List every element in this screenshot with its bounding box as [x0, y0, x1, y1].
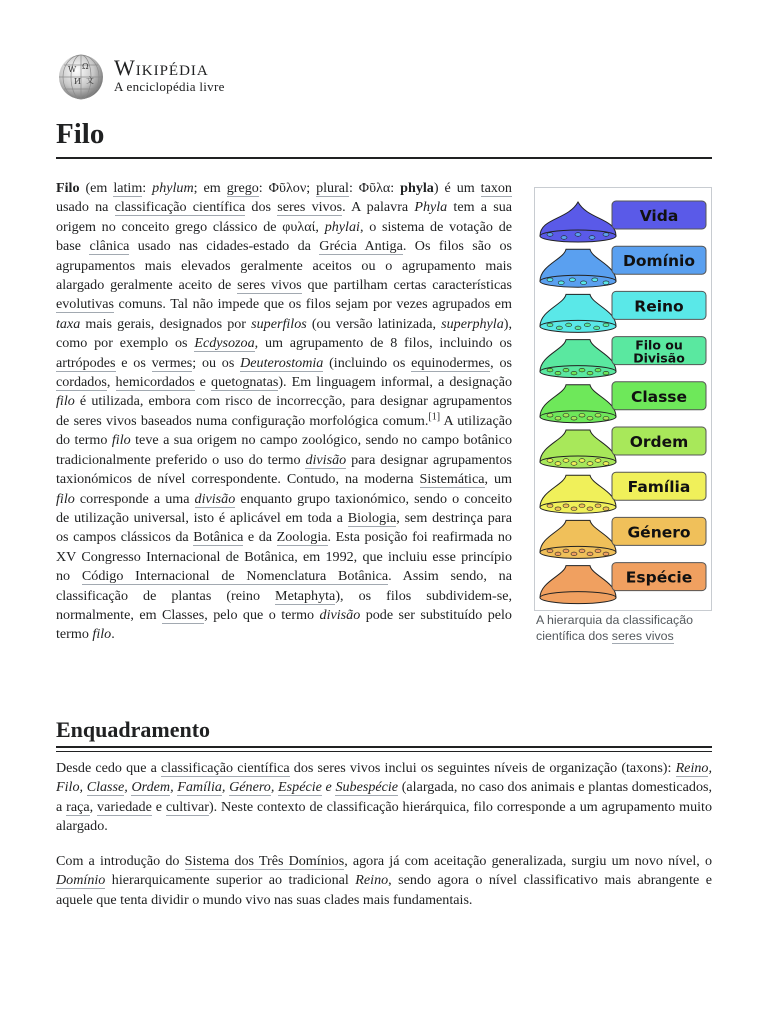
- seed-dot: [563, 549, 569, 553]
- seed-dot: [571, 417, 577, 421]
- seed-dot: [579, 504, 585, 508]
- link-deuterostomia[interactable]: Deuterostomia: [240, 354, 324, 371]
- section-paragraph-1: Desde cedo que a classificação científica dos seres vivos inclui os seguintes níveis de organização (taxons): Reino, Filo, Classe, Ordem, Família, Género, Espécie e Subespécie (alargada, no caso dos animais e plantas domesticados, a raça, variedade e cultivar). Neste contexto de classificação hierárquica, filo corresponde a um agrupamento muito alargado.: [56, 760, 713, 835]
- seed-dot: [575, 326, 581, 330]
- svg-text:文: 文: [86, 76, 94, 85]
- svg-text:W: W: [68, 65, 77, 74]
- seed-dot: [547, 414, 553, 418]
- link-ordem[interactable]: Ordem: [131, 779, 171, 796]
- seed-dot: [571, 507, 577, 511]
- link-classes[interactable]: Classes: [161, 606, 205, 623]
- link-classificacao-cientifica-2[interactable]: classificação científica: [161, 760, 290, 776]
- bell-base-especie: [540, 592, 616, 604]
- link-artropodes[interactable]: artrópodes: [56, 354, 116, 371]
- site-header: [56, 52, 716, 102]
- seed-dot: [603, 507, 609, 511]
- seed-dot: [584, 323, 590, 327]
- level-label-especie: Espécie: [625, 568, 693, 587]
- seed-dot: [556, 326, 562, 330]
- link-metaphyta[interactable]: Metaphyta: [275, 587, 336, 604]
- seed-dot: [571, 371, 577, 375]
- seed-dot: [603, 371, 609, 375]
- link-divisao[interactable]: divisão: [305, 451, 347, 468]
- level-label-genero: Género: [627, 523, 691, 542]
- level-label-filo-divisao: Filo ou: [635, 337, 683, 353]
- link-zoologia[interactable]: Zoologia: [276, 529, 328, 546]
- seed-dot: [587, 417, 593, 421]
- link-evolutivas[interactable]: evolutivas: [56, 296, 114, 313]
- link-taxon[interactable]: taxon: [480, 180, 512, 196]
- text-filo: Filo: [56, 779, 80, 796]
- seed-dot: [555, 462, 561, 466]
- level-label-ordem: Ordem: [629, 433, 689, 451]
- seed-dot: [547, 323, 553, 327]
- seed-dot: [558, 281, 564, 285]
- seed-dot: [603, 552, 609, 556]
- link-latim[interactable]: latim: [113, 180, 143, 196]
- seed-dot: [571, 552, 577, 556]
- link-genero[interactable]: Género: [229, 779, 271, 796]
- term-filo: Filo: [56, 180, 80, 196]
- link-raca[interactable]: raça: [66, 798, 90, 815]
- link-hemicordados[interactable]: hemicordados: [115, 374, 195, 391]
- site-name: Wikipédia: [114, 55, 209, 80]
- seed-dot: [581, 281, 587, 285]
- seed-dot: [563, 414, 569, 418]
- seed-dot: [587, 462, 593, 466]
- level-label-vida: Vida: [639, 207, 679, 225]
- link-seres-vivos[interactable]: seres vivos: [277, 199, 343, 216]
- link-divisao-2[interactable]: divisão: [194, 490, 236, 507]
- svg-text:И: И: [74, 77, 81, 86]
- seed-dot: [547, 278, 553, 282]
- seed-dot: [603, 233, 609, 237]
- link-quetognatas[interactable]: quetognatas: [211, 374, 279, 391]
- link-cultivar[interactable]: cultivar: [165, 798, 209, 815]
- link-classe[interactable]: Classe: [86, 779, 125, 796]
- wikipedia-globe-logo[interactable]: [56, 52, 106, 102]
- seed-dot: [594, 326, 600, 330]
- taxonomy-figure[interactable]: [534, 187, 712, 611]
- level-label-filo-divisao: Divisão: [633, 350, 685, 366]
- link-clanica[interactable]: clânica: [89, 238, 130, 255]
- link-seres-vivos-2[interactable]: seres vivos: [237, 277, 302, 294]
- seed-dot: [555, 552, 561, 556]
- seed-dot: [563, 459, 569, 463]
- link-grecia-antiga[interactable]: Grécia Antiga: [319, 238, 403, 255]
- reference-1[interactable]: [1]: [428, 411, 441, 423]
- intro-paragraph: Filo (em latim: phylum; em grego: Φῦλον; plural: Φῦλα: phyla) é um taxon usado na classificação científica dos seres vivos. A palavra Phyla tem a sua origem no conceito grego clássico de φυλαί, phylai, o sistema de votação de base clânica usado nas cidades-estado da Grécia Antiga. Os filos são os agrupamentos mais elevados geralmente aceitos ou o agrupamento mais alargado geralmente aceito de seres vivos que partilham certas características evolutivas comuns. Tal não impede que os filos sejam por vezes agrupados em taxa mais gerais, designados por superfilos (ou versão latinizada, superphyla), como por exemplo os Ecdysozoa, um agrupamento de 8 filos, incluindo os artrópodes e os vermes; ou os Deuterostomia (incluindo os equinodermes, os cordados, hemicordados e quetognatas). Em linguagem informal, a designação filo é utilizada, embora com risco de incorrecção, para designar agrupamentos de seres vivos baseados numa configuração morfológica comum.[1] A utilização do termo filo teve a sua origem no campo zoológico, sendo no campo botânico tradicionalmente preferido o uso do termo divisão para designar agrupamentos taxionómicos de nível correspondente. Contudo, na moderna Sistemática, um filo corresponde a uma divisão enquanto grupo taxionómico, sendo o conceito de utilização universal, isto é aplicável em toda a Biologia, sem destrinça para os campos clássicos da Botânica e da Zoologia. Esta posição foi reafirmada no XV Congresso Internacional de Botânica, em 1992, que incluiu esse princípio no Código Internacional de Nomenclatura Botânica. Assim sendo, na classificação de plantas (reino Metaphyta), os filos subdividem-se, normalmente, em Classes, pelo que o termo divisão pode ser substituído pelo termo filo.: [56, 180, 513, 643]
- seed-dot: [587, 507, 593, 511]
- seed-dot: [587, 552, 593, 556]
- seed-dot: [579, 459, 585, 463]
- seed-dot: [555, 417, 561, 421]
- seed-dot: [603, 323, 609, 327]
- seed-dot: [547, 368, 553, 372]
- link-classificacao-cientifica[interactable]: classificação científica: [114, 199, 246, 216]
- link-dominio[interactable]: Domínio: [56, 872, 106, 889]
- section-heading-enquadramento: Enquadramento: [56, 716, 712, 748]
- link-plural[interactable]: plural: [316, 180, 349, 196]
- site-tagline: A enciclopédia livre: [114, 79, 225, 94]
- seed-dot: [563, 368, 569, 372]
- link-seres-vivos-caption[interactable]: seres vivos: [611, 629, 674, 643]
- level-label-familia: Família: [627, 478, 691, 497]
- link-familia[interactable]: Família: [177, 779, 222, 796]
- seed-dot: [587, 371, 593, 375]
- link-grego[interactable]: grego: [226, 180, 259, 196]
- seed-dot: [603, 281, 609, 285]
- seed-dot: [561, 236, 567, 240]
- seed-dot: [589, 236, 595, 240]
- link-variedade[interactable]: variedade: [97, 798, 152, 815]
- seed-dot: [579, 414, 585, 418]
- link-vermes[interactable]: vermes: [151, 354, 193, 371]
- seed-dot: [575, 233, 581, 237]
- seed-dot: [571, 462, 577, 466]
- link-biologia[interactable]: Biologia: [347, 509, 397, 526]
- svg-text:Ω: Ω: [82, 62, 89, 71]
- figure-caption: A hierarquia da classificação científica dos seres vivos: [536, 613, 694, 643]
- link-codigo-botanica[interactable]: Código Internacional de Nomenclatura Botânica: [81, 568, 389, 585]
- seed-dot: [547, 549, 553, 553]
- taxonomy-hierarchy-diagram: [535, 188, 711, 610]
- link-equinodermes[interactable]: equinodermes: [411, 354, 491, 371]
- level-label-classe: Classe: [630, 387, 688, 406]
- page-title: Filo: [56, 114, 712, 159]
- level-label-reino: Reino: [634, 297, 684, 316]
- seed-dot: [595, 549, 601, 553]
- seed-dot: [592, 278, 598, 282]
- link-especie[interactable]: Espécie: [278, 779, 322, 796]
- seed-dot: [579, 549, 585, 553]
- level-label-dominio: Domínio: [623, 252, 695, 271]
- seed-dot: [603, 417, 609, 421]
- seed-dot: [603, 462, 609, 466]
- seed-dot: [569, 278, 575, 282]
- seed-dot: [595, 414, 601, 418]
- seed-dot: [595, 504, 601, 508]
- seed-dot: [547, 459, 553, 463]
- link-cordados[interactable]: cordados: [56, 374, 107, 391]
- link-botanica[interactable]: Botânica: [193, 529, 244, 546]
- seed-dot: [595, 459, 601, 463]
- seed-dot: [547, 504, 553, 508]
- link-sistematica[interactable]: Sistemática: [419, 471, 485, 488]
- seed-dot: [579, 368, 585, 372]
- seed-dot: [547, 233, 553, 237]
- link-subespecie[interactable]: Subespécie: [335, 779, 399, 796]
- seed-dot: [566, 323, 572, 327]
- section-paragraph-2: Com a introdução do Sistema dos Três Domínios, agora já com aceitação generalizada, surgiu um novo nível, o Domínio hierarquicamente superior ao tradicional Reino, sendo agora o nível classificativo mais abrangente e aquele que tenta dividir o mundo vivo nas suas clades mais fundamentais.: [56, 853, 712, 908]
- link-ecdysozoa[interactable]: Ecdysozoa: [194, 335, 255, 352]
- seed-dot: [555, 371, 561, 375]
- seed-dot: [595, 368, 601, 372]
- seed-dot: [563, 504, 569, 508]
- seed-dot: [555, 507, 561, 511]
- link-sistema-tres-dominios[interactable]: Sistema dos Três Domínios: [184, 853, 345, 869]
- link-reino[interactable]: Reino: [675, 760, 709, 776]
